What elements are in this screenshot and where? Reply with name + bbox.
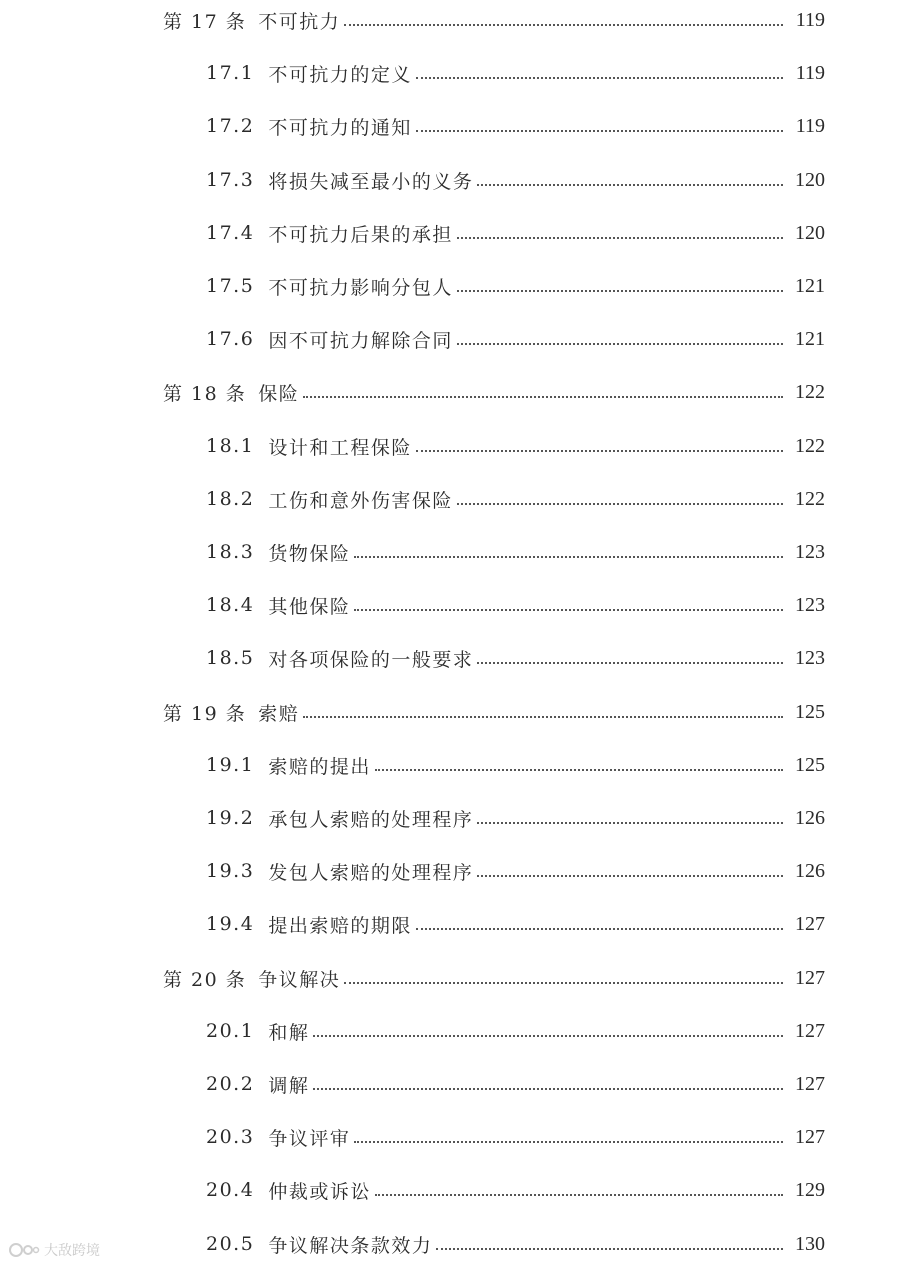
toc-entry-title: 工伤和意外伤害保险 bbox=[268, 489, 453, 512]
toc-entry-title: 设计和工程保险 bbox=[268, 436, 412, 459]
toc-entry-number: 19.4 bbox=[206, 913, 255, 935]
toc-dot-leader bbox=[477, 662, 783, 664]
toc-entry-number: 18.2 bbox=[206, 488, 255, 510]
toc-section-entry[interactable] bbox=[0, 322, 899, 356]
toc-section-entry[interactable] bbox=[0, 1173, 899, 1207]
toc-entry-title: 不可抗力后果的承担 bbox=[268, 223, 453, 246]
toc-dot-leader bbox=[303, 396, 783, 398]
toc-section-entry[interactable] bbox=[0, 801, 899, 835]
toc-entry-number: 17.4 bbox=[206, 222, 255, 244]
watermark bbox=[8, 1240, 100, 1260]
toc-page-number: 120 bbox=[795, 221, 825, 244]
toc-entry-title: 其他保险 bbox=[268, 595, 351, 618]
toc-entry-title: 索赔 bbox=[258, 702, 300, 725]
toc-dot-leader bbox=[457, 503, 783, 505]
toc-page-number: 121 bbox=[795, 274, 825, 297]
toc-section-entry[interactable] bbox=[0, 854, 899, 888]
toc-entry-number: 17.5 bbox=[206, 275, 255, 297]
toc-entry-number: 第 17 条 bbox=[163, 10, 247, 33]
watermark-logo-icon bbox=[8, 1240, 40, 1260]
toc-entry-number: 17.2 bbox=[206, 115, 255, 137]
toc-entry-number: 17.3 bbox=[206, 169, 255, 191]
toc-entry-title: 不可抗力影响分包人 bbox=[268, 276, 453, 299]
toc-page-number: 123 bbox=[795, 646, 825, 669]
toc-entry-number: 17.1 bbox=[206, 62, 255, 84]
toc-entry-title: 和解 bbox=[268, 1021, 310, 1044]
toc-page-number: 127 bbox=[795, 1019, 825, 1042]
toc-entry-number: 19.2 bbox=[206, 807, 255, 829]
toc-entry-number: 18.5 bbox=[206, 647, 255, 669]
toc-dot-leader bbox=[457, 237, 783, 239]
toc-section-entry[interactable] bbox=[0, 1067, 899, 1101]
toc-entry-title: 争议评审 bbox=[268, 1127, 351, 1150]
toc-page-number: 119 bbox=[795, 8, 825, 31]
toc-entry-number: 20.2 bbox=[206, 1073, 255, 1095]
toc-page-number: 126 bbox=[795, 859, 825, 882]
toc-entry-number: 17.6 bbox=[206, 328, 255, 350]
toc-page-number: 123 bbox=[795, 540, 825, 563]
toc-page-number: 127 bbox=[795, 1125, 825, 1148]
toc-page-number: 119 bbox=[795, 114, 825, 137]
toc-dot-leader bbox=[354, 609, 783, 611]
toc-dot-leader bbox=[477, 822, 783, 824]
toc-entry-number: 19.1 bbox=[206, 754, 255, 776]
toc-dot-leader bbox=[354, 1141, 783, 1143]
toc-section-entry[interactable] bbox=[0, 269, 899, 303]
toc-entry-title: 将损失减至最小的义务 bbox=[268, 170, 474, 193]
toc-section-entry[interactable] bbox=[0, 748, 899, 782]
toc-page-number: 122 bbox=[795, 487, 825, 510]
toc-chapter-entry[interactable] bbox=[0, 375, 899, 409]
toc-chapter-entry[interactable] bbox=[0, 695, 899, 729]
toc-entry-number: 第 18 条 bbox=[163, 382, 247, 405]
toc-section-entry[interactable] bbox=[0, 56, 899, 90]
toc-page-number: 125 bbox=[795, 753, 825, 776]
toc-entry-number: 20.5 bbox=[206, 1233, 255, 1255]
toc-dot-leader bbox=[344, 982, 783, 984]
toc-entry-number: 20.1 bbox=[206, 1020, 255, 1042]
toc-page-number: 123 bbox=[795, 593, 825, 616]
toc-dot-leader bbox=[457, 343, 783, 345]
toc-dot-leader bbox=[344, 24, 783, 26]
toc-section-entry[interactable] bbox=[0, 588, 899, 622]
toc-chapter-entry[interactable] bbox=[0, 961, 899, 995]
toc-section-entry[interactable] bbox=[0, 216, 899, 250]
toc-section-entry[interactable] bbox=[0, 429, 899, 463]
toc-page-number: 119 bbox=[795, 61, 825, 84]
toc-page-number: 122 bbox=[795, 380, 825, 403]
toc-entry-title: 不可抗力 bbox=[258, 10, 341, 33]
toc-section-entry[interactable] bbox=[0, 163, 899, 197]
toc-dot-leader bbox=[313, 1088, 783, 1090]
toc-page-number: 127 bbox=[795, 1072, 825, 1095]
toc-page-number: 129 bbox=[795, 1178, 825, 1201]
toc-page-number: 127 bbox=[795, 966, 825, 989]
toc-section-entry[interactable] bbox=[0, 1014, 899, 1048]
toc-entry-title: 货物保险 bbox=[268, 542, 351, 565]
toc-entry-number: 18.3 bbox=[206, 541, 255, 563]
toc-entry-number: 第 20 条 bbox=[163, 968, 247, 991]
toc-page-number: 120 bbox=[795, 168, 825, 191]
toc-page-number: 127 bbox=[795, 912, 825, 935]
toc-entry-title: 调解 bbox=[268, 1074, 310, 1097]
toc-dot-leader bbox=[375, 769, 783, 771]
toc-dot-leader bbox=[313, 1035, 783, 1037]
toc-dot-leader bbox=[436, 1248, 783, 1250]
toc-chapter-entry[interactable] bbox=[0, 3, 899, 37]
toc-entry-title: 发包人索赔的处理程序 bbox=[268, 861, 474, 884]
toc-entry-title: 不可抗力的定义 bbox=[268, 63, 412, 86]
toc-dot-leader bbox=[416, 450, 783, 452]
toc-entry-title: 索赔的提出 bbox=[268, 755, 371, 778]
toc-entry-title: 保险 bbox=[258, 382, 300, 405]
toc-entry-number: 第 19 条 bbox=[163, 702, 247, 725]
toc-section-entry[interactable] bbox=[0, 482, 899, 516]
toc-dot-leader bbox=[375, 1194, 783, 1196]
toc-dot-leader bbox=[354, 556, 783, 558]
toc-entry-number: 20.4 bbox=[206, 1179, 255, 1201]
toc-entry-number: 19.3 bbox=[206, 860, 255, 882]
toc-entry-title: 不可抗力的通知 bbox=[268, 116, 412, 139]
toc-entry-title: 因不可抗力解除合同 bbox=[268, 329, 453, 352]
toc-dot-leader bbox=[457, 290, 783, 292]
toc-dot-leader bbox=[477, 875, 783, 877]
toc-page-number: 130 bbox=[795, 1232, 825, 1255]
toc-page-number: 126 bbox=[795, 806, 825, 829]
toc-page-number: 122 bbox=[795, 434, 825, 457]
toc-dot-leader bbox=[303, 716, 783, 718]
toc-section-entry[interactable] bbox=[0, 109, 899, 143]
toc-entry-title: 仲裁或诉讼 bbox=[268, 1180, 371, 1203]
toc-entry-number: 18.4 bbox=[206, 594, 255, 616]
toc-dot-leader bbox=[416, 928, 783, 930]
toc-page-number: 125 bbox=[795, 700, 825, 723]
toc-section-entry[interactable] bbox=[0, 1227, 899, 1261]
toc-section-entry[interactable] bbox=[0, 907, 899, 941]
toc-section-entry[interactable] bbox=[0, 535, 899, 569]
toc-section-entry[interactable] bbox=[0, 641, 899, 675]
toc-dot-leader bbox=[477, 184, 783, 186]
toc-page-number: 121 bbox=[795, 327, 825, 350]
toc-entry-title: 承包人索赔的处理程序 bbox=[268, 808, 474, 831]
toc-entry-number: 18.1 bbox=[206, 435, 255, 457]
toc-section-entry[interactable] bbox=[0, 1120, 899, 1154]
toc-entry-title: 提出索赔的期限 bbox=[268, 914, 412, 937]
toc-entry-title: 争议解决 bbox=[258, 968, 341, 991]
watermark-text: 大敌跨境 bbox=[44, 1243, 100, 1259]
toc-entry-title: 对各项保险的一般要求 bbox=[268, 648, 474, 671]
toc-entry-title: 争议解决条款效力 bbox=[268, 1234, 433, 1257]
toc-dot-leader bbox=[416, 130, 783, 132]
toc-dot-leader bbox=[416, 77, 783, 79]
toc-entry-number: 20.3 bbox=[206, 1126, 255, 1148]
